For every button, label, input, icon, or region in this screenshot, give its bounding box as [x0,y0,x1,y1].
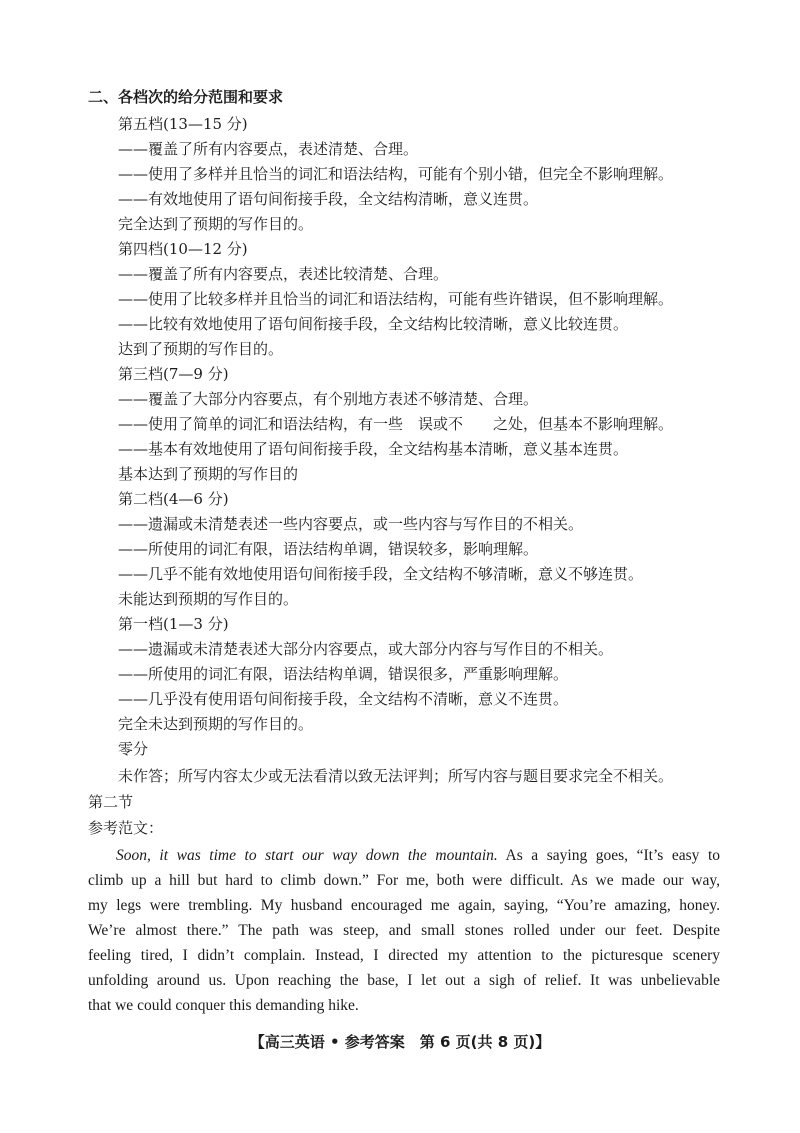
grade-5-item-2: ——使用了多样并且恰当的词汇和语法结构，可能有个别小错，但完全不影响理解。 [118,165,674,183]
essay-line-1 [88,846,720,866]
grade-5-conclusion: 完全达到了预期的写作目的。 [118,215,314,233]
grade-1-conclusion: 完全未达到预期的写作目的。 [118,715,314,733]
grade-4-conclusion: 达到了预期的写作目的。 [118,340,284,358]
grade-5-item-3: ——有效地使用了语句间衔接手段，全文结构清晰，意义连贯。 [118,190,539,208]
grade-2-item-3: ——几乎不能有效地使用语句间衔接手段，全文结构不够清晰，意义不够连贯。 [118,565,644,583]
section-heading: 二、各档次的给分范围和要求 [88,88,284,106]
grade-4-title: 第四档(10—12 分) [118,240,248,258]
grade-1-title: 第一档(1—3 分) [118,615,229,633]
grade-2-title: 第二档(4—6 分) [118,490,229,508]
grade-3-item-2: ——使用了简单的词汇和语法结构，有一些 误或不 之处，但基本不影响理解。 [118,415,674,433]
essay-line-4: We’re almost there.” The path was steep, and small stones rolled under our feet. Despite [88,922,720,939]
essay-line-7: that we could conquer this demanding hike. [88,997,359,1014]
grade-5-item-1: ——覆盖了所有内容要点，表述清楚、合理。 [118,140,419,158]
essay-line-3: my legs were trembling. My husband encouraged me again, saying, “You’re amazing, honey. [88,897,720,914]
essay-line-6: unfolding around us. Upon reaching the base, I let out a sigh of relief. It was unbelievable [88,972,720,989]
grade-3-item-1: ——覆盖了大部分内容要点，有个别地方表述不够清楚、合理。 [118,390,539,408]
grade-1-item-2: ——所使用的词汇有限，语法结构单调，错误很多，严重影响理解。 [118,665,569,683]
grade-4-item-2: ——使用了比较多样并且恰当的词汇和语法结构，可能有些许错误，但不影响理解。 [118,290,674,308]
essay-line-2: climb up a hill but hard to climb down.” For me, both were difficult. As we made our way, [88,872,720,889]
page-footer: 【高三英语 • 参考答案 第 6 页(共 8 页)】 [249,1033,551,1051]
grade-1-item-3: ——几乎没有使用语句间衔接手段，全文结构不清晰，意义不连贯。 [118,690,569,708]
grade-2-conclusion: 未能达到预期的写作目的。 [118,590,299,608]
grade-3-conclusion: 基本达到了预期的写作目的 [118,465,299,483]
essay-lead-sentence: Soon, it was time to start our way down the mountain. [116,847,498,864]
grade-5-title: 第五档(13—15 分) [118,115,248,133]
grade-2-item-2: ——所使用的词汇有限，语法结构单调，错误较多，影响理解。 [118,540,539,558]
grade-3-item-3: ——基本有效地使用了语句间衔接手段，全文结构基本清晰，意义基本连贯。 [118,440,629,458]
grade-4-item-1: ——覆盖了所有内容要点，表述比较清楚、合理。 [118,265,449,283]
essay-line-5: feeling tired, I didn’t complain. Instead, I directed my attention to the picturesque scenery [88,947,720,964]
section-2-title: 第二节 [88,793,134,811]
grade-2-item-1: ——遗漏或未清楚表述一些内容要点，或一些内容与写作目的不相关。 [118,515,584,533]
grade-3-title: 第三档(7—9 分) [118,365,229,383]
grade-4-item-3: ——比较有效地使用了语句间衔接手段，全文结构比较清晰，意义比较连贯。 [118,315,629,333]
zero-grade-text: 未作答；所写内容太少或无法看清以致无法评判；所写内容与题目要求完全不相关。 [118,767,674,785]
grade-1-item-1: ——遗漏或未清楚表述大部分内容要点，或大部分内容与写作目的不相关。 [118,640,614,658]
zero-grade-title: 零分 [118,740,149,758]
sample-essay-label: 参考范文： [88,819,164,837]
essay-line-1-rest: As a saying goes, “It’s easy to [497,847,720,864]
